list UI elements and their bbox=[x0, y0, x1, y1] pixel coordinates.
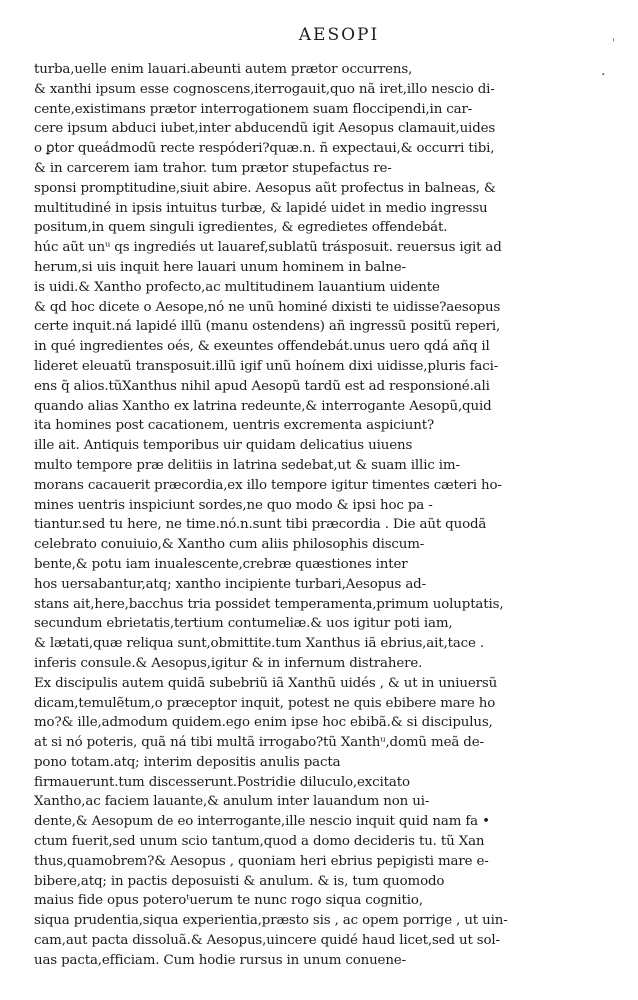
text-line: positum,in quem singuli igredientes, & egredietes offendebát. bbox=[34, 220, 448, 236]
text-line: thus,quamobrem?& Aesopus , quoniam heri ebrius pepigisti mare e- bbox=[34, 853, 489, 869]
text-line: multo tempore præ delitiis in latrina sedebat,ut & suam illic im- bbox=[34, 457, 460, 473]
text-line: dente,& Aesopum de eo interrogante,ille nescio inquit quid nam fa • bbox=[34, 814, 490, 830]
text-line: lideret eleuatũ transposuit.illũ igif unũ hoínem dixi uidisse,pluris faci- bbox=[34, 358, 499, 374]
text-line: cam,aut pacta dissoluã.& Aesopus,uincere quidé haud licet,sed ut sol- bbox=[34, 933, 500, 949]
text-line: & xanthi ipsum esse cognoscens,iterrogauit,quo nã iret,illo nescio di- bbox=[34, 81, 495, 97]
text-line: ctum fuerit,sed unum scio tantum,quod a domo decideris tu. tũ Xan bbox=[34, 834, 485, 850]
text-line: turba,uelle enim lauari.abeunti autem prætor occurrens, bbox=[34, 62, 413, 77]
text-line: bente,& potu iam inualescente,crebræ quæstiones inter bbox=[34, 556, 408, 572]
margin-mark: · bbox=[601, 67, 606, 83]
text-line: húc aũt unᵘ qs ingrediés ut lauaref,sublatũ trásposuit. reuersus igit ad bbox=[34, 240, 502, 256]
text-line: at si nó poteris, quã ná tibi multã irrogabo?tũ Xanthᵘ,domũ meã de- bbox=[34, 735, 484, 751]
text-line: ille ait. Antiquis temporibus uir quidam delicatius uiuens bbox=[34, 438, 413, 454]
text-line: sponsi promptitudine,siuit abire. Aesopus aũt profectus in balneas, & bbox=[34, 180, 496, 196]
text-line: multitudiné in ipsis intuitus turbæ, & lapidé uidet in medio ingressu bbox=[34, 200, 488, 216]
text-line: celebrato conuiuio,& Xantho cum aliis philosophis discum- bbox=[34, 537, 425, 553]
text-line: cente,existimans prætor interrogationem suam floccipendi,in car- bbox=[34, 101, 473, 117]
text-line: & in carcerem iam trahor. tum prætor stupefactus re- bbox=[34, 160, 392, 176]
text-line: Ex discipulis autem quidã subebriũ iã Xanthũ uidés , & ut in uniuersũ bbox=[34, 675, 498, 691]
text-line: pono totam.atq; interim depositis anulis pacta bbox=[34, 754, 341, 770]
text-line: herum,si uis inquit here lauari unum hominem in balne- bbox=[34, 259, 406, 275]
text-line: stans ait,here,bacchus tria possidet temperamenta,primum uoluptatis, bbox=[34, 596, 504, 612]
text-line: uas pacta,efficiam. Cum hodie rursus in unum conuene- bbox=[34, 952, 406, 968]
text-line: hos uersabantur,atq; xantho incipiente turbari,Aesopus ad- bbox=[34, 576, 426, 592]
text-line: o ꝑtor queádmodũ recte respóderi?quæ.n. ñ expectaui,& occurri tibi, bbox=[34, 141, 495, 157]
text-line: cere ipsum abduci iubet,inter abducendũ igit Aesopus clamauit,uides bbox=[34, 121, 496, 137]
running-head: AESOPI bbox=[298, 25, 380, 45]
text-line: firmauerunt.tum discesserunt.Postridie diluculo,excitato bbox=[34, 774, 410, 790]
text-line: dicam,temulẽtum,o præceptor inquit, potest ne quis ebibere mare ho bbox=[34, 695, 496, 711]
text-line: ita homines post cacationem, uentris excrementa aspiciunt? bbox=[34, 418, 434, 434]
text-line: certe inquit.ná lapidé illũ (manu ostendens) añ ingressũ positũ reperi, bbox=[34, 319, 501, 335]
text-line: morans cacauerit præcordia,ex illo tempore igitur timentes cæteri ho- bbox=[34, 477, 502, 493]
text-line: secundum ebrietatis,tertium contumeliæ.& uos igitur poti iam, bbox=[34, 616, 453, 632]
corner-mark: ' bbox=[612, 38, 615, 49]
main-text-block bbox=[34, 60, 574, 971]
text-line: ens q̃ alios.tũXanthus nihil apud Aesopũ tardũ est ad responsioné.ali bbox=[34, 378, 490, 394]
text-line: & qd hoc dicete o Aesope,nó ne unũ hominé dixisti te uidisse?aesopus bbox=[34, 299, 501, 315]
text-line: inferis consule.& Aesopus,igitur & in infernum distrahere. bbox=[34, 655, 423, 671]
text-line: mo?& ille,admodum quidem.ego enim ipse hoc ebibã.& si discipulus, bbox=[34, 715, 493, 731]
text-line: is uidi.& Xantho profecto,ac multitudinem lauantium uidente bbox=[34, 279, 440, 295]
text-line: quando alias Xantho ex latrina redeunte,& interrogante Aesopũ,quid bbox=[34, 398, 492, 414]
text-line: tiantur.sed tu here, ne time.nó.n.sunt tibi præcordia . Die aũt quodã bbox=[34, 517, 487, 533]
text-line: maius fide opus poteroᵗuerum te nunc rogo siqua cognitio, bbox=[34, 893, 423, 909]
text-line: siqua prudentia,siqua experientia,præsto sis , ac opem porrige , ut uin- bbox=[34, 913, 508, 929]
text-line: in qué ingredientes oés, & exeuntes offendebát.unus uero qdá añq il bbox=[34, 339, 490, 355]
text-line: mines uentris inspiciunt sordes,ne quo modo & ipsi hoc pa - bbox=[34, 497, 433, 513]
text-line: bibere,atq; in pactis deposuisti & anulum. & is, tum quomodo bbox=[34, 873, 445, 889]
text-line: Xantho,ac faciem lauante,& anulum inter lauandum non ui- bbox=[34, 794, 430, 810]
text-line: & lætati,quæ reliqua sunt,obmittite.tum Xanthus iã ebrius,ait,tace . bbox=[34, 636, 484, 652]
